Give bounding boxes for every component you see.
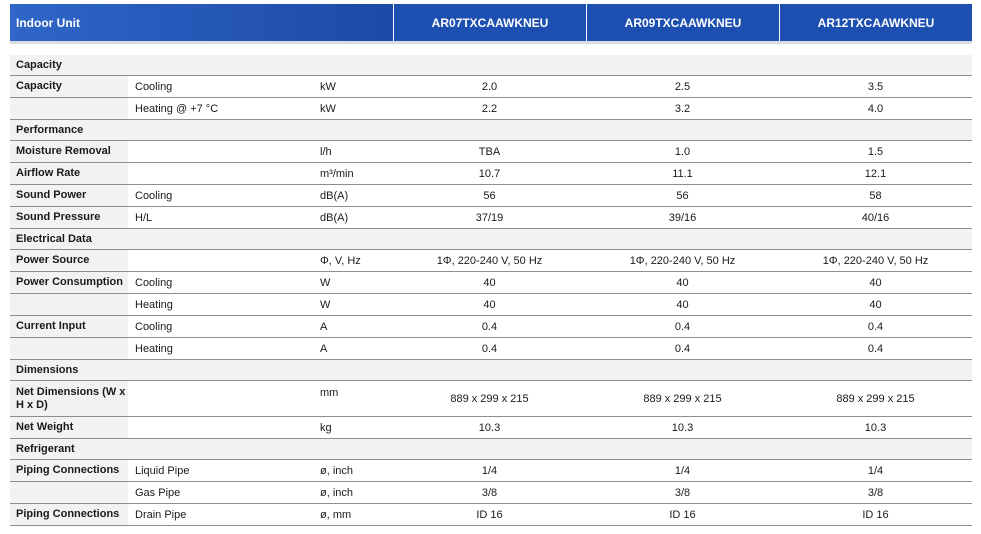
table-row	[10, 185, 972, 207]
row-unit: dB(A)	[320, 189, 349, 202]
row-value-model-3: 40	[869, 276, 882, 289]
row-sublabel	[128, 141, 315, 162]
section-label: Electrical Data	[16, 232, 92, 245]
table-row	[10, 460, 972, 482]
row-value-model-3: 12.1	[864, 167, 887, 180]
spec-table	[10, 4, 972, 526]
row-label: Sound Power	[10, 185, 128, 206]
row-value-model-3: 10.3	[864, 421, 887, 434]
row-unit: kW	[320, 102, 336, 115]
table-row	[10, 338, 972, 360]
row-value-model-2: 56	[676, 189, 689, 202]
row-value-model-2: 3/8	[674, 486, 691, 499]
row-value-model-3: 3/8	[867, 486, 884, 499]
table-row	[10, 381, 972, 417]
row-value-model-1: 3/8	[481, 486, 498, 499]
row-value-model-3: 4.0	[867, 102, 884, 115]
row-unit: kW	[320, 80, 336, 93]
row-unit: l/h	[320, 145, 332, 158]
row-label	[10, 338, 128, 359]
section-row	[10, 55, 972, 76]
row-label: Piping Connections	[10, 504, 128, 525]
row-value-model-3: 0.4	[867, 342, 884, 355]
row-label: Piping Connections	[10, 460, 128, 481]
row-value-model-3: 1.5	[867, 145, 884, 158]
row-value-model-2: 40	[676, 276, 689, 289]
row-label	[10, 482, 128, 503]
row-sublabel: Drain Pipe	[135, 508, 187, 521]
row-value-model-1: 10.7	[478, 167, 501, 180]
table-body	[10, 55, 972, 526]
table-row	[10, 417, 972, 439]
row-unit: m³/min	[320, 167, 354, 180]
row-value-model-3: 40	[869, 298, 882, 311]
row-label: Airflow Rate	[10, 163, 128, 184]
row-label: Current Input	[10, 316, 128, 337]
table-row	[10, 504, 972, 526]
row-unit: mm	[320, 387, 339, 399]
row-value-model-2: 39/16	[668, 211, 697, 224]
table-row	[10, 207, 972, 229]
row-value-model-1: 40	[483, 276, 496, 289]
row-sublabel: Cooling	[135, 276, 173, 289]
section-label: Capacity	[16, 58, 62, 71]
row-label: Capacity	[10, 76, 128, 97]
row-value-model-1: 889 x 299 x 215	[450, 392, 529, 405]
header-title: Indoor Unit	[10, 4, 393, 41]
row-sublabel	[128, 417, 315, 438]
row-sublabel	[128, 381, 315, 416]
row-value-model-2: 1.0	[674, 145, 691, 158]
row-sublabel: Cooling	[135, 189, 173, 202]
row-value-model-1: 2.2	[481, 102, 498, 115]
row-value-model-1: 1Φ, 220-240 V, 50 Hz	[436, 254, 543, 267]
row-value-model-3: 40/16	[861, 211, 890, 224]
row-unit: A	[320, 342, 328, 355]
row-value-model-1: 2.0	[481, 80, 498, 93]
table-row	[10, 316, 972, 338]
row-value-model-3: 0.4	[867, 320, 884, 333]
row-unit: ø, inch	[320, 464, 354, 477]
row-label	[10, 294, 128, 315]
row-value-model-3: 889 x 299 x 215	[836, 392, 915, 405]
row-label: Sound Pressure	[10, 207, 128, 228]
row-sublabel: Heating	[135, 342, 173, 355]
row-value-model-1: 0.4	[481, 320, 498, 333]
row-value-model-1: 1/4	[481, 464, 498, 477]
row-value-model-2: 10.3	[671, 421, 694, 434]
row-value-model-2: 11.1	[672, 167, 693, 180]
row-unit: dB(A)	[320, 211, 349, 224]
row-value-model-3: 1/4	[867, 464, 884, 477]
row-label	[10, 98, 128, 119]
table-row	[10, 163, 972, 185]
table-row	[10, 76, 972, 98]
row-unit: Φ, V, Hz	[320, 254, 361, 267]
row-value-model-2: 0.4	[674, 342, 691, 355]
row-sublabel: Cooling	[135, 320, 173, 333]
table-header	[10, 4, 972, 44]
row-value-model-1: 0.4	[481, 342, 498, 355]
row-value-model-1: TBA	[478, 145, 501, 158]
row-value-model-2: 0.4	[674, 320, 691, 333]
row-sublabel: Cooling	[135, 80, 173, 93]
row-unit: kg	[320, 421, 332, 434]
row-value-model-2: 1/4	[674, 464, 691, 477]
row-label: Power Source	[10, 250, 128, 271]
table-row	[10, 294, 972, 316]
row-label: Moisture Removal	[10, 141, 128, 162]
row-sublabel: Gas Pipe	[135, 486, 181, 499]
row-value-model-2: ID 16	[669, 508, 696, 521]
row-unit: ø, inch	[320, 486, 354, 499]
section-label: Dimensions	[16, 363, 79, 376]
row-value-model-2: 40	[676, 298, 689, 311]
row-sublabel	[128, 163, 315, 184]
row-unit: W	[320, 298, 331, 311]
row-value-model-1: 56	[483, 189, 496, 202]
row-value-model-2: 889 x 299 x 215	[643, 392, 722, 405]
row-sublabel: Heating @ +7 °C	[135, 102, 219, 115]
section-label: Performance	[16, 123, 84, 136]
row-value-model-1: 10.3	[478, 421, 501, 434]
table-row	[10, 482, 972, 504]
row-value-model-2: 3.2	[674, 102, 691, 115]
section-row	[10, 360, 972, 381]
section-label: Refrigerant	[16, 442, 75, 455]
row-value-model-1: 40	[483, 298, 496, 311]
row-sublabel: Heating	[135, 298, 173, 311]
row-unit: ø, mm	[320, 508, 352, 521]
header-model-2: AR09TXCAAWKNEU	[586, 4, 779, 41]
table-row	[10, 98, 972, 120]
row-value-model-3: 3.5	[867, 80, 884, 93]
section-row	[10, 439, 972, 460]
section-row	[10, 229, 972, 250]
row-sublabel: Liquid Pipe	[135, 464, 190, 477]
row-value-model-3: 58	[869, 189, 882, 202]
row-value-model-1: ID 16	[476, 508, 503, 521]
row-sublabel	[128, 250, 315, 271]
header-spacer	[10, 44, 972, 55]
row-value-model-3: 1Φ, 220-240 V, 50 Hz	[822, 254, 929, 267]
row-sublabel: H/L	[135, 211, 153, 224]
table-row	[10, 272, 972, 294]
table-row	[10, 141, 972, 163]
header-model-3: AR12TXCAAWKNEU	[779, 4, 972, 41]
row-value-model-1: 37/19	[475, 211, 504, 224]
row-unit: W	[320, 276, 331, 289]
section-row	[10, 120, 972, 141]
row-unit: A	[320, 320, 328, 333]
row-value-model-3: ID 16	[862, 508, 889, 521]
table-row	[10, 250, 972, 272]
header-model-1: AR07TXCAAWKNEU	[393, 4, 586, 41]
row-label: Net Weight	[10, 417, 128, 438]
row-value-model-2: 1Φ, 220-240 V, 50 Hz	[629, 254, 736, 267]
row-value-model-2: 2.5	[674, 80, 691, 93]
row-label: Net Dimensions (W x H x D)	[10, 381, 128, 416]
row-label: Power Consumption	[10, 272, 128, 293]
